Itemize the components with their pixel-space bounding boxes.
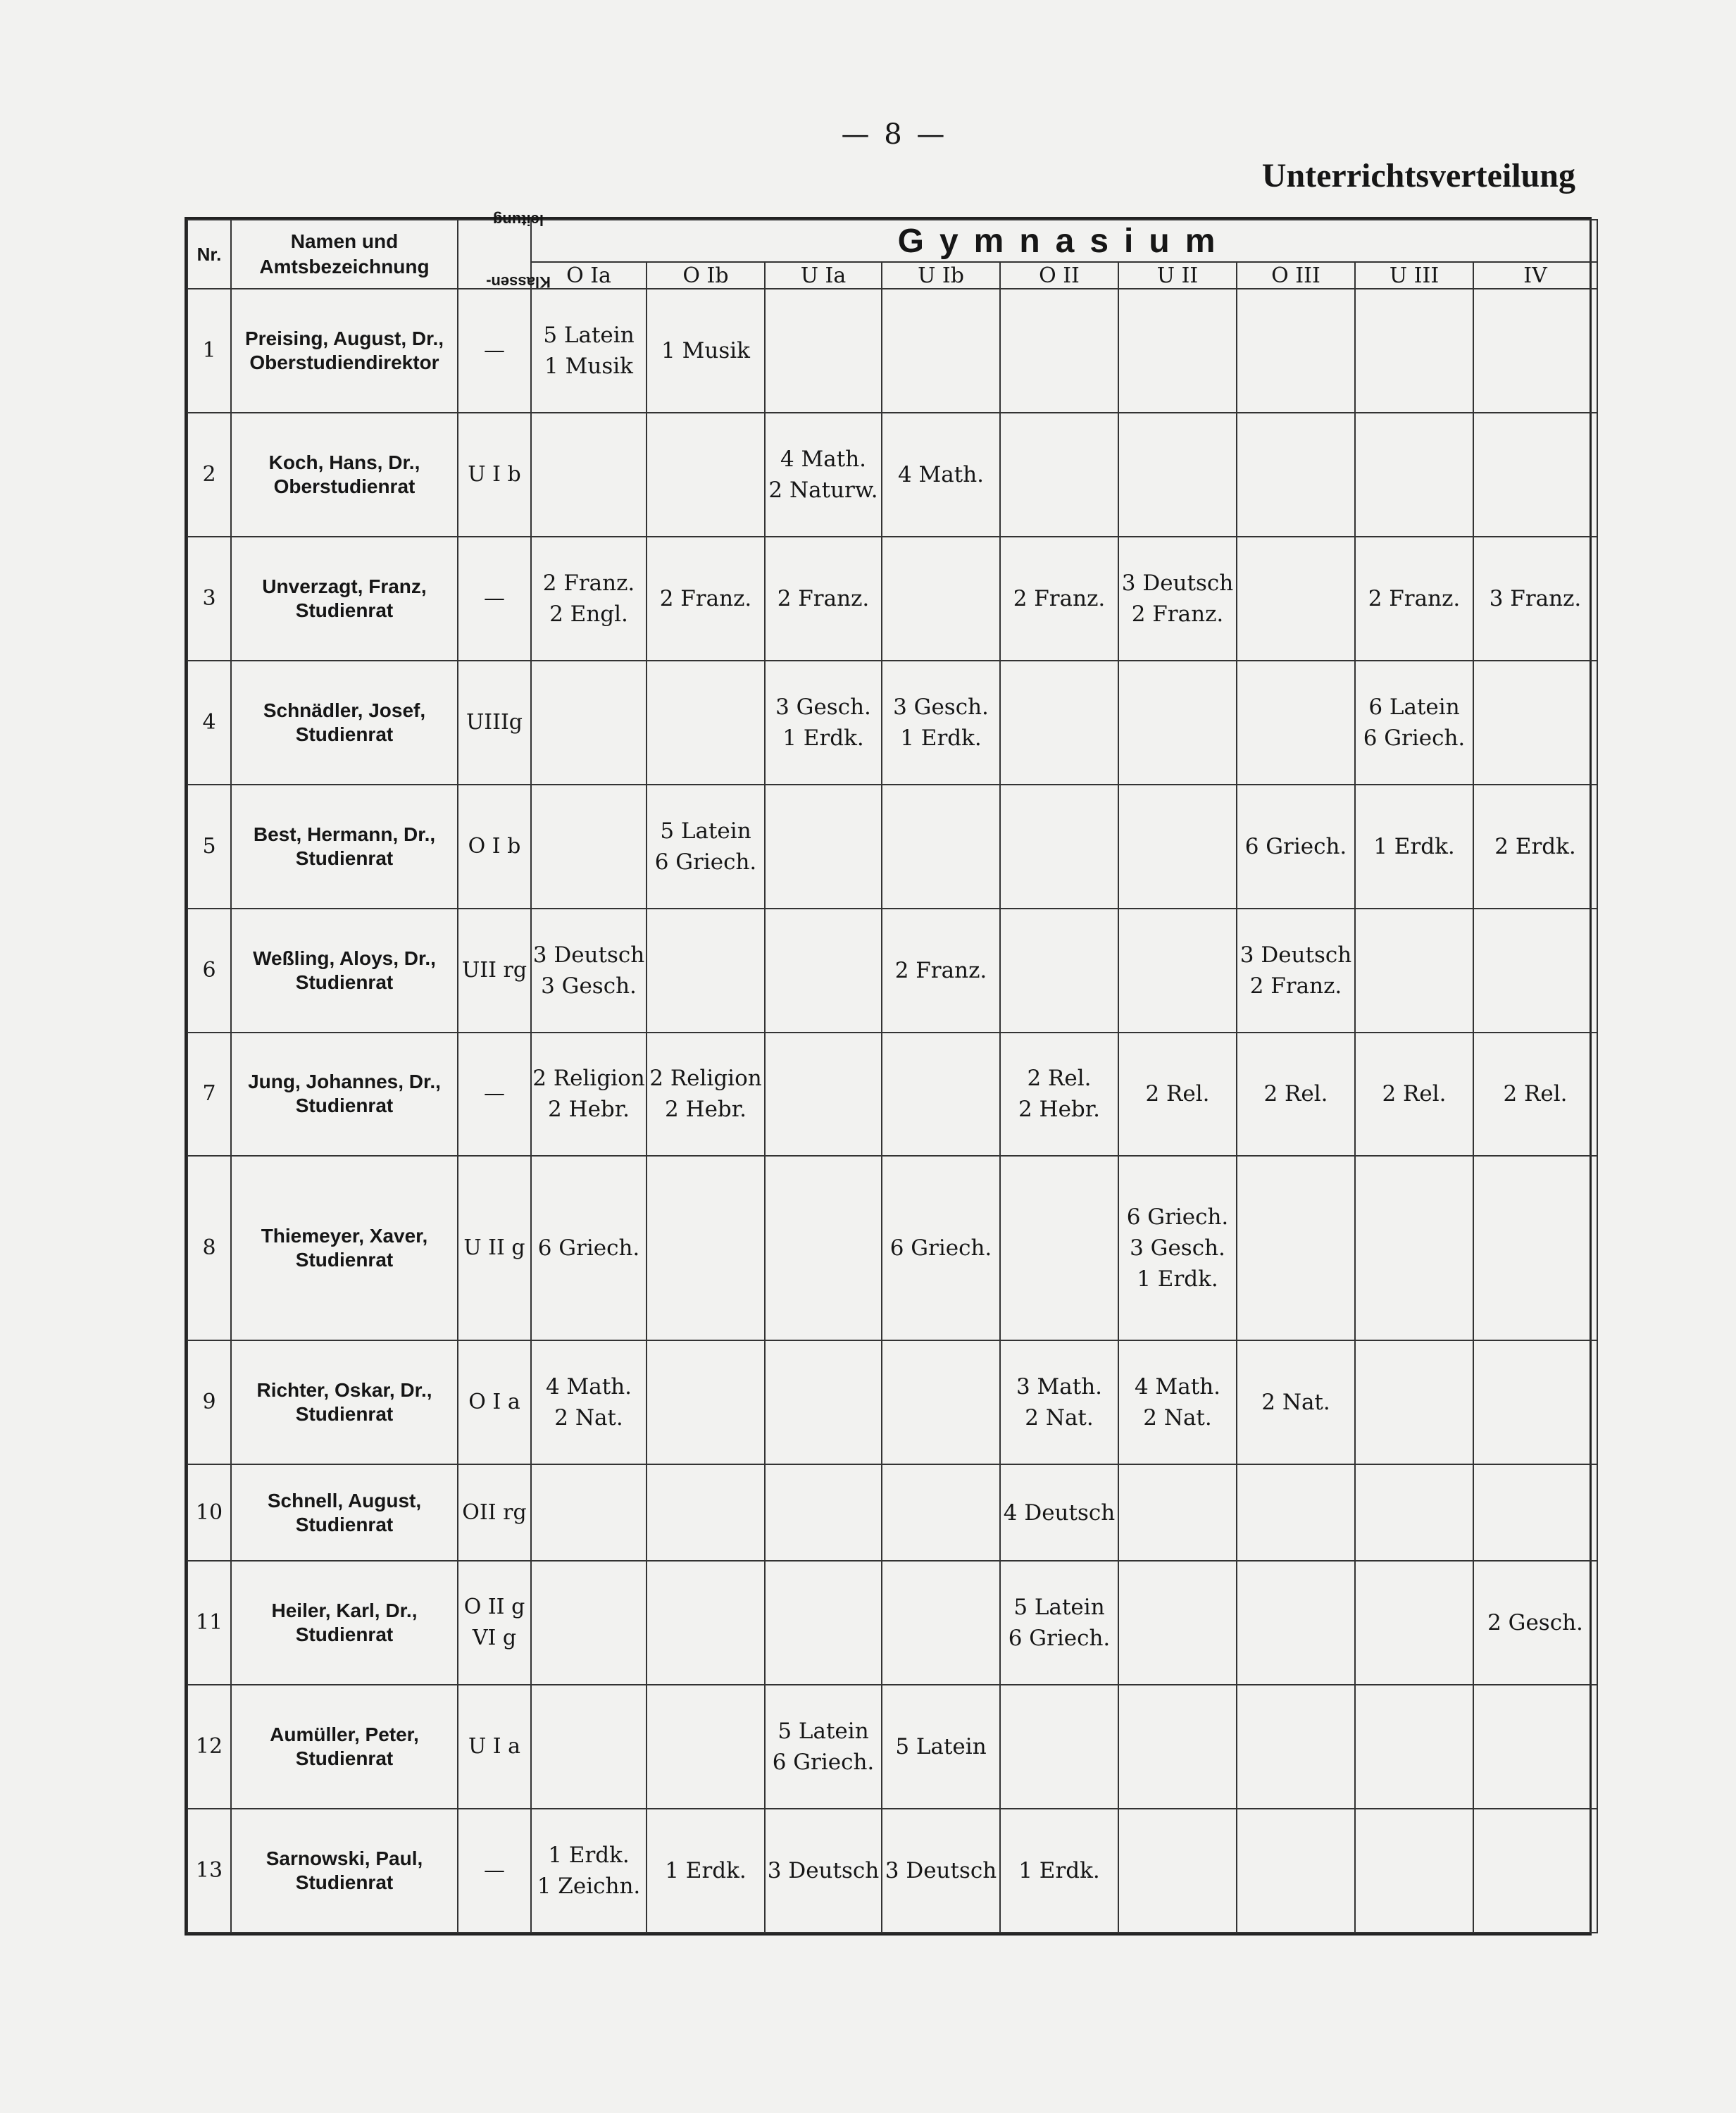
row-number: 13 — [187, 1809, 231, 1933]
subject-cell — [882, 1340, 1000, 1464]
subject-entry: 2 Hebr. — [547, 1097, 630, 1123]
subject-cell — [765, 1156, 882, 1340]
subject-cell — [647, 1561, 765, 1685]
teacher-name2: Studienrat — [295, 1871, 394, 1893]
subject-cell — [1118, 1156, 1237, 1340]
subject-cell — [1000, 413, 1118, 537]
subject-cell — [531, 1156, 647, 1340]
subject-entry: 2 Nat. — [1025, 1405, 1094, 1431]
subject-cell — [647, 537, 765, 661]
subject-cell — [1355, 909, 1473, 1033]
subject-entry: 6 Griech. — [1363, 725, 1466, 751]
teacher-name — [231, 785, 458, 909]
table-row — [187, 909, 1597, 1033]
subject-cell — [1118, 413, 1237, 537]
subject-entry: 2 Rel. — [1503, 1081, 1568, 1107]
subject-entry: 4 Math. — [545, 1374, 632, 1400]
subject-cell — [531, 413, 647, 537]
table-row — [187, 1561, 1597, 1685]
subject-cell — [1237, 1156, 1355, 1340]
subject-entry: 6 Griech. — [1126, 1204, 1229, 1230]
subject-cell — [1237, 661, 1355, 785]
subject-cell — [882, 1033, 1000, 1157]
subject-cell — [882, 1156, 1000, 1340]
subject-cell — [1473, 1156, 1597, 1340]
subject-entry: 3 Franz. — [1489, 585, 1582, 611]
teacher-name — [231, 1033, 458, 1157]
class-leadership-value: OII rg — [462, 1500, 527, 1525]
subject-cell — [1355, 661, 1473, 785]
header-class-1: O Ia — [531, 262, 647, 289]
subject-entry: 1 Erdk. — [1373, 833, 1455, 859]
subject-cell — [882, 1464, 1000, 1561]
row-number: 10 — [187, 1464, 231, 1561]
subject-entry: 3 Gesch. — [893, 694, 989, 720]
schedule-table — [187, 211, 1598, 1933]
subject-entry: 2 Rel. — [1263, 1081, 1328, 1107]
teacher-name2: Studienrat — [295, 1403, 394, 1426]
teacher-name1: Richter, Oskar, Dr., — [256, 1379, 432, 1402]
row-number: 7 — [187, 1033, 231, 1157]
header-klassenleitung — [458, 211, 551, 292]
subject-entry: 3 Gesch. — [541, 973, 637, 999]
teacher-name — [231, 1464, 458, 1561]
table-row — [187, 289, 1597, 413]
teacher-name1: Schnädler, Josef, — [263, 699, 426, 721]
class-leadership — [458, 909, 531, 1033]
teacher-name — [231, 537, 458, 661]
subject-cell — [1355, 1156, 1473, 1340]
subject-entry: 2 Naturw. — [768, 477, 878, 503]
class-leadership — [458, 537, 531, 661]
subject-entry: 2 Rel. — [1027, 1066, 1092, 1092]
subject-cell — [1473, 1685, 1597, 1809]
subject-cell — [1000, 785, 1118, 909]
subject-entry: 2 Hebr. — [664, 1097, 747, 1123]
subject-cell — [1118, 909, 1237, 1033]
subject-cell — [1473, 1033, 1597, 1157]
subject-cell — [1237, 1340, 1355, 1464]
header-klassen-line2: leitung — [492, 211, 544, 230]
subject-cell — [882, 909, 1000, 1033]
class-leadership-value: — — [484, 1081, 505, 1107]
subject-cell — [1355, 413, 1473, 537]
teacher-name — [231, 1561, 458, 1685]
subject-entry: 6 Griech. — [1008, 1626, 1111, 1652]
class-leadership-value-2: VI g — [472, 1626, 517, 1651]
subject-cell — [647, 289, 765, 413]
table-row — [187, 537, 1597, 661]
subject-cell — [882, 785, 1000, 909]
subject-cell — [1000, 1033, 1118, 1157]
teacher-name2: Studienrat — [295, 1095, 394, 1117]
teacher-name2: Studienrat — [295, 1513, 394, 1535]
subject-cell — [1473, 1809, 1597, 1933]
subject-entry: 6 Griech. — [889, 1235, 992, 1261]
subject-cell — [1473, 413, 1597, 537]
header-class-2: O Ib — [647, 262, 765, 289]
subject-cell — [647, 1685, 765, 1809]
subject-entry: 3 Deutsch — [1121, 570, 1234, 596]
subject-entry: 2 Erdk. — [1494, 833, 1576, 859]
subject-entry: 2 Franz. — [1368, 585, 1461, 611]
subject-entry: 1 Erdk. — [900, 725, 982, 751]
table-row — [187, 1685, 1597, 1809]
class-leadership-value: UIIIg — [466, 709, 523, 735]
subject-cell — [1473, 909, 1597, 1033]
subject-cell — [647, 413, 765, 537]
class-leadership-value: — — [484, 337, 505, 363]
table-row — [187, 661, 1597, 785]
subject-cell — [765, 289, 882, 413]
subject-entry: 2 Rel. — [1145, 1081, 1210, 1107]
subject-entry: 2 Religion — [649, 1066, 762, 1092]
subject-entry: 2 Franz. — [894, 957, 987, 983]
table-row — [187, 785, 1597, 909]
subject-entry: 1 Erdk. — [1018, 1857, 1100, 1883]
subject-cell — [1355, 1033, 1473, 1157]
header-name-line1: Namen und — [290, 230, 399, 252]
teacher-name1: Aumüller, Peter, — [270, 1724, 419, 1746]
table-row — [187, 1156, 1597, 1340]
teacher-name1: Weßling, Aloys, Dr., — [253, 947, 436, 969]
row-number: 5 — [187, 785, 231, 909]
subject-entry: 2 Rel. — [1382, 1081, 1447, 1107]
subject-cell — [1473, 1464, 1597, 1561]
header-class-5: O II — [1000, 262, 1118, 289]
subject-cell — [647, 1340, 765, 1464]
schedule-table-container — [185, 211, 1592, 1936]
class-leadership-value: — — [484, 585, 505, 611]
class-leadership-value: UII rg — [461, 957, 527, 983]
subject-entry: 2 Nat. — [1143, 1405, 1212, 1431]
subject-entry: 1 Zeichn. — [537, 1873, 641, 1899]
subject-cell — [531, 1561, 647, 1685]
subject-cell — [647, 1033, 765, 1157]
subject-entry: 2 Gesch. — [1487, 1610, 1583, 1636]
class-leadership-value: O I b — [468, 833, 521, 859]
teacher-name1: Koch, Hans, Dr., — [268, 451, 420, 473]
teacher-name — [231, 1685, 458, 1809]
subject-cell — [765, 1340, 882, 1464]
subject-cell — [1000, 1685, 1118, 1809]
subject-entry: 6 Griech. — [772, 1750, 875, 1776]
subject-cell — [1355, 1685, 1473, 1809]
class-leadership-value: O I a — [468, 1390, 520, 1415]
class-leadership — [458, 661, 531, 785]
subject-cell — [882, 537, 1000, 661]
subject-cell — [1355, 1561, 1473, 1685]
subject-entry: 3 Deutsch — [767, 1857, 880, 1883]
table-row — [187, 413, 1597, 537]
teacher-name — [231, 661, 458, 785]
subject-cell — [647, 785, 765, 909]
teacher-name2: Studienrat — [295, 723, 394, 745]
teacher-name1: Best, Hermann, Dr., — [253, 823, 436, 845]
subject-entry: 5 Latein — [778, 1719, 869, 1745]
document-title: Unterrichtsverteilung — [1261, 157, 1575, 194]
table-row — [187, 1464, 1597, 1561]
teacher-name2: Studienrat — [295, 1249, 394, 1271]
subject-entry: 4 Math. — [897, 461, 985, 487]
subject-cell — [1473, 785, 1597, 909]
teacher-name2: Oberstudiendirektor — [249, 351, 439, 373]
table-row — [187, 1033, 1597, 1157]
subject-entry: 6 Griech. — [1244, 833, 1347, 859]
subject-entry: 2 Hebr. — [1018, 1097, 1101, 1123]
teacher-name1: Unverzagt, Franz, — [262, 575, 427, 597]
header-class-8: U III — [1355, 262, 1473, 289]
row-number: 3 — [187, 537, 231, 661]
teacher-name2: Oberstudienrat — [273, 475, 416, 497]
teacher-name2: Studienrat — [295, 1623, 394, 1646]
subject-cell — [882, 661, 1000, 785]
header-name — [231, 220, 458, 289]
teacher-name1: Thiemeyer, Xaver, — [261, 1225, 428, 1247]
subject-cell — [531, 1809, 647, 1933]
teacher-name1: Jung, Johannes, Dr., — [248, 1071, 441, 1093]
subject-cell — [1118, 1809, 1237, 1933]
subject-cell — [1000, 1156, 1118, 1340]
subject-cell — [1473, 537, 1597, 661]
subject-cell — [1237, 289, 1355, 413]
subject-cell — [531, 785, 647, 909]
subject-cell — [647, 1156, 765, 1340]
class-leadership-value: — — [484, 1857, 505, 1883]
class-leadership-value: U II g — [463, 1235, 525, 1261]
teacher-name1: Preising, August, Dr., — [244, 327, 444, 349]
teacher-name — [231, 1156, 458, 1340]
subject-cell — [531, 1033, 647, 1157]
subject-cell — [647, 661, 765, 785]
row-number: 1 — [187, 289, 231, 413]
subject-entry: 2 Franz. — [1013, 585, 1106, 611]
subject-cell — [1118, 537, 1237, 661]
header-school: Gymnasium — [531, 220, 1597, 262]
page-number: — 8 — — [841, 118, 948, 151]
subject-entry: 2 Nat. — [1261, 1390, 1330, 1416]
subject-cell — [765, 1464, 882, 1561]
subject-cell — [1000, 1340, 1118, 1464]
subject-cell — [1118, 289, 1237, 413]
teacher-name2: Studienrat — [295, 599, 394, 621]
subject-entry: 2 Religion — [532, 1066, 645, 1092]
teacher-name1: Heiler, Karl, Dr., — [271, 1600, 418, 1622]
subject-entry: 4 Math. — [1134, 1374, 1221, 1400]
subject-entry: 1 Erdk. — [665, 1857, 747, 1883]
subject-cell — [1473, 289, 1597, 413]
header-klassenleitung-text — [486, 194, 551, 314]
subject-entry: 5 Latein — [1013, 1595, 1105, 1621]
subject-entry: 2 Franz. — [1131, 601, 1224, 627]
header-class-9: IV — [1473, 262, 1597, 289]
subject-entry: 6 Latein — [1368, 694, 1460, 720]
teacher-name — [231, 1340, 458, 1464]
subject-cell — [531, 1464, 647, 1561]
subject-cell — [1118, 1685, 1237, 1809]
header-class-7: O III — [1237, 262, 1355, 289]
subject-cell — [765, 1561, 882, 1685]
subject-cell — [765, 413, 882, 537]
row-number: 12 — [187, 1685, 231, 1809]
subject-cell — [1000, 537, 1118, 661]
subject-cell — [1473, 1561, 1597, 1685]
class-leadership-value: U I a — [468, 1734, 521, 1759]
subject-entry: 2 Franz. — [542, 570, 635, 596]
subject-cell — [765, 1685, 882, 1809]
class-leadership — [458, 785, 531, 909]
subject-entry: 4 Math. — [780, 446, 867, 472]
subject-cell — [1355, 537, 1473, 661]
subject-cell — [1118, 1464, 1237, 1561]
table-row — [187, 1340, 1597, 1464]
subject-cell — [1237, 909, 1355, 1033]
class-leadership — [458, 1809, 531, 1933]
subject-cell — [531, 909, 647, 1033]
row-number: 9 — [187, 1340, 231, 1464]
subject-cell — [882, 1809, 1000, 1933]
subject-cell — [531, 1685, 647, 1809]
teacher-name — [231, 289, 458, 413]
teacher-name2: Studienrat — [295, 847, 394, 869]
class-leadership — [458, 1340, 531, 1464]
teacher-name2: Studienrat — [295, 971, 394, 993]
subject-cell — [531, 1340, 647, 1464]
subject-cell — [1118, 1033, 1237, 1157]
subject-entry: 3 Deutsch — [532, 942, 645, 968]
header-klassen-line1: Klassen- — [486, 273, 551, 292]
subject-cell — [1000, 909, 1118, 1033]
subject-cell — [1237, 1685, 1355, 1809]
subject-entry: 3 Math. — [1016, 1374, 1103, 1400]
subject-entry: 1 Musik — [544, 353, 633, 379]
subject-entry: 3 Deutsch — [1239, 942, 1352, 968]
subject-cell — [1237, 785, 1355, 909]
subject-cell — [1000, 1809, 1118, 1933]
subject-cell — [1355, 289, 1473, 413]
subject-cell — [1237, 1033, 1355, 1157]
subject-cell — [1473, 1340, 1597, 1464]
subject-entry: 1 Musik — [661, 337, 750, 363]
row-number: 8 — [187, 1156, 231, 1340]
subject-entry: 3 Gesch. — [775, 694, 871, 720]
class-leadership — [458, 1464, 531, 1561]
row-number: 6 — [187, 909, 231, 1033]
subject-cell — [765, 909, 882, 1033]
header-class-6: U II — [1118, 262, 1237, 289]
subject-cell — [531, 537, 647, 661]
subject-cell — [882, 1561, 1000, 1685]
table-row — [187, 1809, 1597, 1933]
subject-cell — [531, 289, 647, 413]
subject-cell — [1237, 1561, 1355, 1685]
header-class-4: U Ib — [882, 262, 1000, 289]
row-number: 2 — [187, 413, 231, 537]
subject-entry: 5 Latein — [895, 1734, 987, 1760]
header-class-3: U Ia — [765, 262, 882, 289]
subject-cell — [1237, 537, 1355, 661]
subject-cell — [882, 413, 1000, 537]
subject-cell — [1118, 661, 1237, 785]
subject-cell — [1000, 1464, 1118, 1561]
teacher-name1: Sarnowski, Paul, — [266, 1847, 423, 1869]
subject-cell — [1355, 785, 1473, 909]
subject-entry: 4 Deutsch — [1003, 1500, 1116, 1526]
subject-cell — [765, 537, 882, 661]
subject-entry: 1 Erdk. — [548, 1842, 630, 1868]
subject-entry: 6 Griech. — [537, 1235, 640, 1261]
subject-cell — [765, 785, 882, 909]
class-leadership — [458, 1561, 531, 1685]
teacher-name2: Studienrat — [295, 1747, 394, 1770]
class-leadership-value: O II g — [463, 1595, 525, 1620]
subject-cell — [647, 909, 765, 1033]
subject-entry: 1 Erdk. — [1137, 1266, 1218, 1292]
subject-cell — [1000, 1561, 1118, 1685]
subject-cell — [765, 1033, 882, 1157]
class-leadership — [458, 1033, 531, 1157]
subject-cell — [1237, 413, 1355, 537]
class-leadership — [458, 1685, 531, 1809]
subject-cell — [1000, 289, 1118, 413]
subject-entry: 2 Engl. — [549, 601, 628, 627]
teacher-name — [231, 1809, 458, 1933]
subject-entry: 6 Griech. — [654, 849, 757, 875]
subject-cell — [882, 289, 1000, 413]
subject-entry: 3 Gesch. — [1130, 1235, 1225, 1261]
class-leadership — [458, 413, 531, 537]
class-leadership — [458, 1156, 531, 1340]
subject-cell — [765, 1809, 882, 1933]
subject-entry: 3 Deutsch — [885, 1857, 997, 1883]
subject-cell — [531, 661, 647, 785]
row-number: 11 — [187, 1561, 231, 1685]
teacher-name — [231, 413, 458, 537]
subject-cell — [765, 661, 882, 785]
header-nr: Nr. — [187, 220, 231, 289]
subject-cell — [647, 1464, 765, 1561]
teacher-name — [231, 909, 458, 1033]
subject-entry: 5 Latein — [543, 322, 635, 348]
teacher-name1: Schnell, August, — [267, 1489, 422, 1511]
subject-cell — [1473, 661, 1597, 785]
subject-entry: 2 Franz. — [777, 585, 870, 611]
subject-cell — [1118, 1340, 1237, 1464]
subject-cell — [1355, 1340, 1473, 1464]
subject-cell — [1355, 1809, 1473, 1933]
row-number: 4 — [187, 661, 231, 785]
subject-cell — [1237, 1809, 1355, 1933]
header-name-line2: Amtsbezeichnung — [259, 256, 430, 278]
class-leadership-value: U I b — [468, 461, 521, 487]
subject-cell — [882, 1685, 1000, 1809]
subject-entry: 2 Nat. — [554, 1405, 623, 1431]
subject-entry: 2 Franz. — [1249, 973, 1342, 999]
subject-entry: 2 Franz. — [659, 585, 752, 611]
subject-cell — [647, 1809, 765, 1933]
subject-cell — [1118, 785, 1237, 909]
subject-cell — [1237, 1464, 1355, 1561]
subject-entry: 5 Latein — [660, 818, 751, 844]
subject-cell — [1000, 661, 1118, 785]
subject-entry: 1 Erdk. — [782, 725, 864, 751]
subject-cell — [1355, 1464, 1473, 1561]
subject-cell — [1118, 1561, 1237, 1685]
